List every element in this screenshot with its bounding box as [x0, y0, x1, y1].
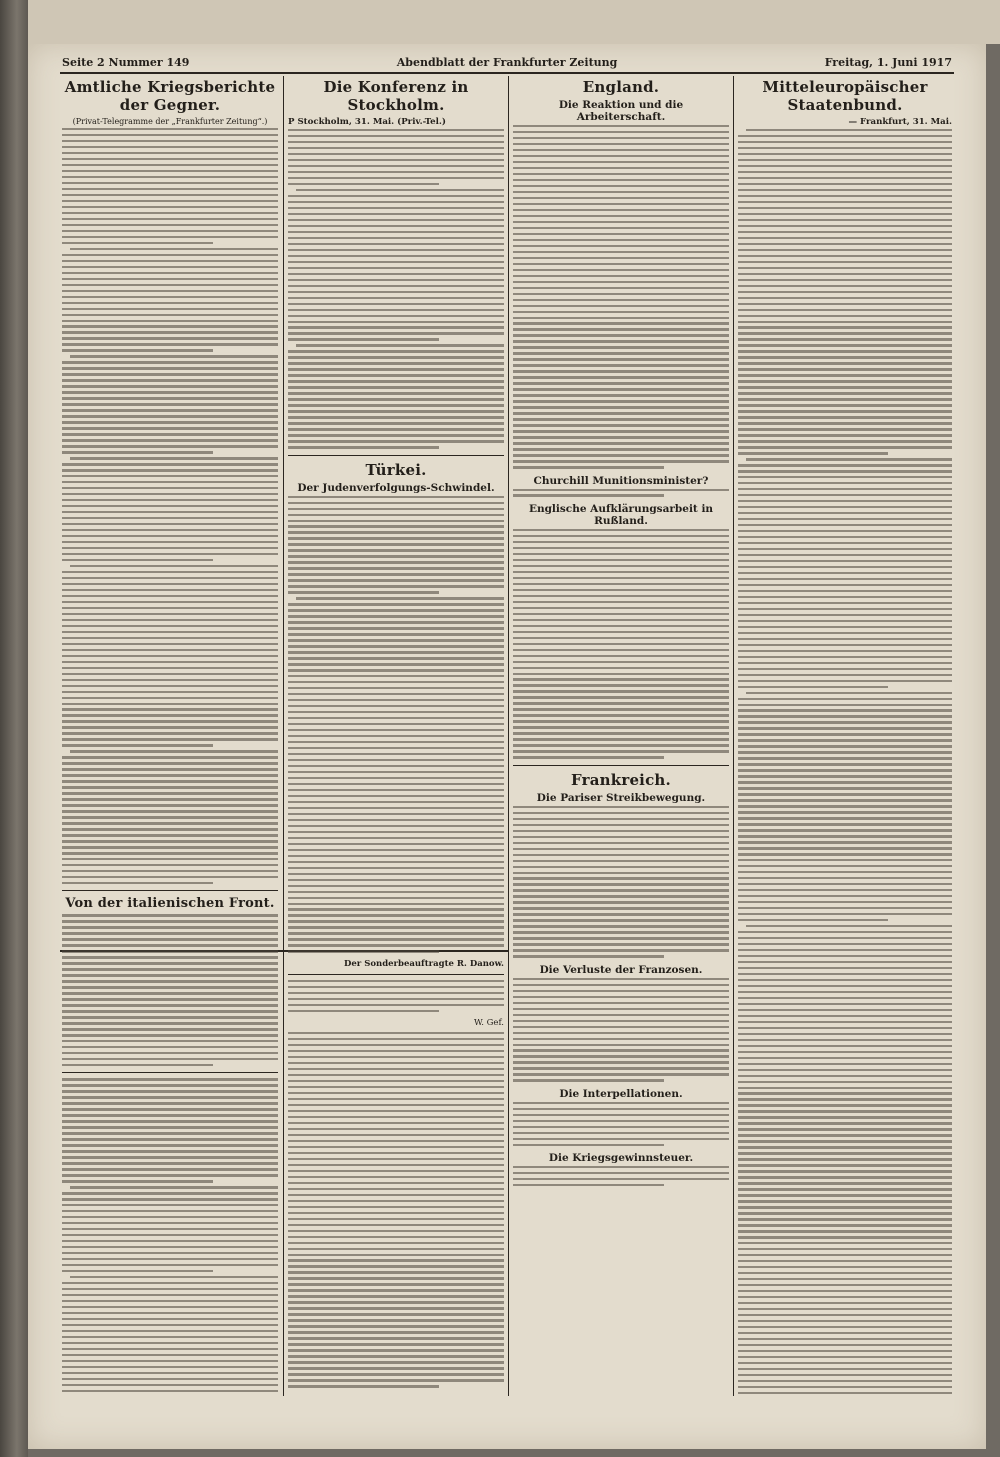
issue-date: Freitag, 1. Juni 1917	[824, 55, 952, 69]
signature-turkey: Der Sonderbeauftragte R. Danow.	[343, 958, 504, 969]
column-4	[738, 74, 952, 1394]
feuilleton-text-left	[62, 1078, 278, 1394]
masthead	[62, 54, 952, 70]
subheading-churchill: Churchill Munitionsminister?	[533, 474, 709, 487]
newspaper-title: Abendblatt der Frankfurter Zeitung	[396, 55, 618, 69]
heading-england: England.	[582, 78, 660, 96]
column-rule-3	[733, 76, 734, 1396]
feuilleton-signature: W. Gef.	[473, 1018, 504, 1029]
heading-france: Frankreich.	[571, 770, 671, 789]
feuilleton-notices	[288, 1032, 504, 1387]
subheading-reaction: Die Reaktion und die Arbeiterschaft.	[558, 99, 684, 123]
heading-italian-front: Von der italienischen Front.	[65, 896, 275, 912]
subheading-interpellations: Die Interpellationen.	[559, 1087, 683, 1100]
dateline-frankfurt: — Frankfurt, 31. Mai.	[848, 117, 952, 127]
scan-margin	[28, 0, 1000, 44]
book-spine	[0, 0, 28, 1457]
article-churchill	[513, 489, 729, 497]
page-number: Seite 2 Nummer 149	[62, 55, 190, 69]
column-rule-1	[283, 76, 284, 1396]
heading-stockholm-conference: Die Konferenz in Stockholm.	[323, 78, 469, 114]
article-war-reports	[62, 128, 278, 884]
article-central-europe	[738, 129, 952, 1394]
subheading-paris-strike: Die Pariser Streikbewegung.	[536, 791, 706, 804]
subheading-turkey: Der Judenverfolgungs-Schwindel.	[297, 481, 495, 494]
article-stockholm	[288, 129, 504, 449]
subheading-losses: Die Verluste der Franzosen.	[539, 963, 703, 976]
article-losses	[513, 978, 729, 1082]
column-rule-2	[508, 76, 509, 1396]
column-3	[513, 74, 729, 1394]
heading-turkey: Türkei.	[365, 460, 427, 479]
heading-central-europe: Mitteleuropäischer Staatenbund.	[762, 78, 928, 114]
heading-note: (Privat-Telegramme der „Frankfurter Zeitung“.)	[72, 117, 268, 126]
article-paris-strike	[513, 806, 729, 958]
article-russia	[513, 529, 729, 759]
column-2	[288, 74, 504, 1394]
article-war-profits-tax	[513, 1166, 729, 1186]
feuilleton-text-right	[288, 980, 504, 1012]
article-turkey	[288, 496, 504, 953]
article-italian-front	[62, 914, 278, 1066]
subheading-russia: Englische Aufklärungsarbeit in Rußland.	[528, 502, 714, 527]
article-reaction	[513, 125, 729, 469]
heading-war-reports: Amtliche Kriegsberichte der Gegner.	[64, 78, 276, 114]
article-interpellations	[513, 1102, 729, 1146]
dateline-stockholm: P Stockholm, 31. Mai. (Priv.-Tel.)	[288, 117, 446, 127]
subheading-war-profits-tax: Die Kriegsgewinnsteuer.	[548, 1152, 694, 1165]
column-1	[62, 74, 278, 1394]
